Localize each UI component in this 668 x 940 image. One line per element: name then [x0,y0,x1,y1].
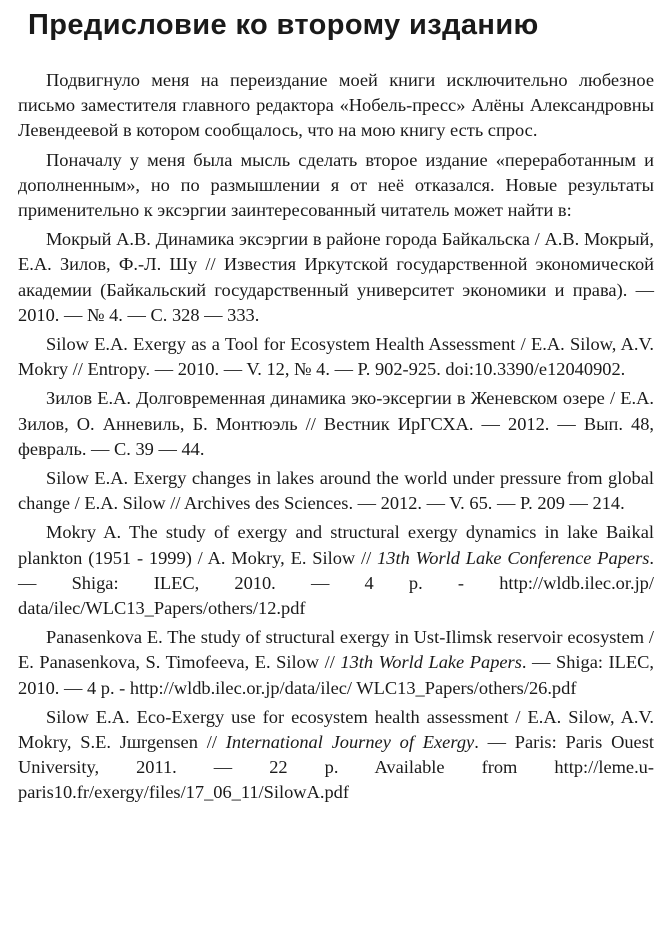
reference-source-italic: 13th World Lake Papers [340,652,522,673]
page-title: Предисловие ко второму изданию [28,9,539,41]
reference-text: . — Paris: Paris Ouest University, 2011. — 22 p. Available from http://leme.u-paris10.fr/exergy/files/17_06_11/SilowA.pdf [18,732,654,803]
reference-text: . — Shiga: ILEC, 2010. — 4 p. - http://wldb.ilec.or.jp/data/ilec/ WLC13_Papers/others/26.pdf [18,652,654,698]
page [18,6,654,810]
reference-source-italic: International Journey of Exergy [225,732,475,753]
reference-source-italic: 13th World Lake Conference Papers [377,547,650,568]
reference-panasenkova [18,625,654,701]
reference-silow-ijex [18,705,654,806]
reference-text: Silow E.A. Eco-Exergy use for ecosystem health assessment / E.A. Silow, A.V. Mokry, S.E. Jшrgensen // [18,706,654,753]
reference-silow-entropy: Silow E.A. Exergy as a Tool for Ecosystem Health Assessment / E.A. Silow, A.V. Mokry // Entropy. — 2010. — V. 12, № 4. — P. 902-925. doi:10.3390/e12040902. [18,334,654,380]
reference-mokry-baikal-plankton [18,520,654,621]
reference-mokry-baikalsk: Мокрый А.В. Динамика эксэргии в районе города Байкальска / А.В. Мокрый, Е.А. Зилов, Ф.-Л. Шу // Известия Иркутской государственной экономической академии (Байкальский государственный университет экономики и права). — 2010. — № 4. — С. 328 — 333. [18,229,654,325]
reference-zilov-geneva: Зилов Е.А. Долговременная динамика эко-эксергии в Женевском озере / Е.А. Зилов, О. Анневиль, Б. Монтюэль // Вестник ИрГСХА. — 2012. — Вып. 48, февраль. — С. 39 — 44. [18,388,654,459]
paragraph-plans: Поначалу у меня была мысль сделать второе издание «переработанным и дополненным», но по размышлении я от неё отказался. Новые результаты применительно к эксэргии заинтересованный читатель может найти в: [18,149,654,221]
reference-silow-archives: Silow E.A. Exergy changes in lakes around the world under pressure from global change / E.A. Silow // Archives des Sciences. — 2012. — V. 65. — P. 209 — 214. [18,468,654,514]
paragraph-intro: Подвигнуло меня на переиздание моей книги исключительно любезное письмо заместителя главного редактора «Нобель-пресс» Алёны Александровны Левендеевой в котором сообщалось, что на мою книгу есть спрос. [18,70,654,141]
preface-body [18,68,654,806]
reference-text: Mokry A. The study of exergy and structural exergy dynamics in lake Baikal plankton (1951 - 1999) / A. Mokry, E. Silow // [18,522,654,568]
reference-text: . — Shiga: ILEC, 2010. — 4 p. - http://wldb.ilec.or.jp/ data/ilec/WLC13_Papers/others/12.pdf [18,547,654,619]
reference-text: Panasenkova E. The study of structural exergy in Ust-Ilimsk reservoir ecosystem / E. Panasenkova, S. Timofeeva, E. Silow // [18,627,654,673]
